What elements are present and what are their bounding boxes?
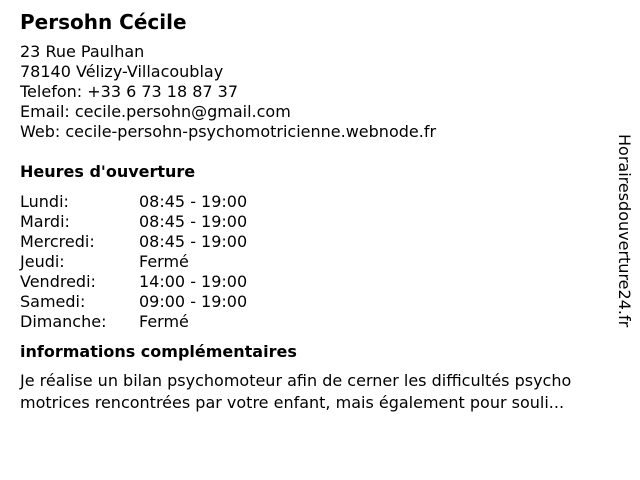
hours-time: 08:45 - 19:00: [139, 232, 248, 251]
address-city: 78140 Vélizy-Villacoublay: [20, 62, 224, 81]
hours-row-friday: [20, 272, 610, 292]
business-name: Persohn Cécile: [20, 10, 187, 34]
hours-time: 09:00 - 19:00: [139, 292, 248, 311]
hours-day: Mercredi:: [20, 232, 95, 251]
hours-time: 08:45 - 19:00: [139, 212, 248, 231]
hours-heading: Heures d'ouverture: [20, 162, 196, 181]
info-description: Je réalise un bilan psychomoteur afin de cerner les difficultés psycho motrices rencontrées par votre enfant, mais également pour souli...: [20, 371, 572, 412]
info-heading: informations complémentaires: [20, 342, 297, 361]
hours-table: [20, 192, 610, 332]
hours-row-monday: [20, 192, 610, 212]
hours-time: 08:45 - 19:00: [139, 192, 248, 211]
brand-label: Horairesdouverture24.fr: [615, 134, 634, 328]
hours-time: Fermé: [139, 312, 189, 331]
business-card: [20, 10, 610, 414]
hours-time: 14:00 - 19:00: [139, 272, 248, 291]
hours-time: Fermé: [139, 252, 189, 271]
hours-row-wednesday: [20, 232, 610, 252]
hours-day: Jeudi:: [20, 252, 65, 271]
address-street: 23 Rue Paulhan: [20, 42, 145, 61]
hours-row-thursday: [20, 252, 610, 272]
phone-line: Telefon: +33 6 73 18 87 37: [20, 82, 239, 101]
hours-row-sunday: [20, 312, 610, 332]
hours-row-tuesday: [20, 212, 610, 232]
hours-row-saturday: [20, 292, 610, 312]
hours-day: Samedi:: [20, 292, 86, 311]
email-line: Email: cecile.persohn@gmail.com: [20, 102, 291, 121]
hours-day: Mardi:: [20, 212, 70, 231]
web-line: Web: cecile-persohn-psychomotricienne.webnode.fr: [20, 122, 437, 141]
hours-day: Lundi:: [20, 192, 69, 211]
hours-day: Vendredi:: [20, 272, 96, 291]
hours-day: Dimanche:: [20, 312, 107, 331]
brand-watermark: [614, 134, 634, 344]
